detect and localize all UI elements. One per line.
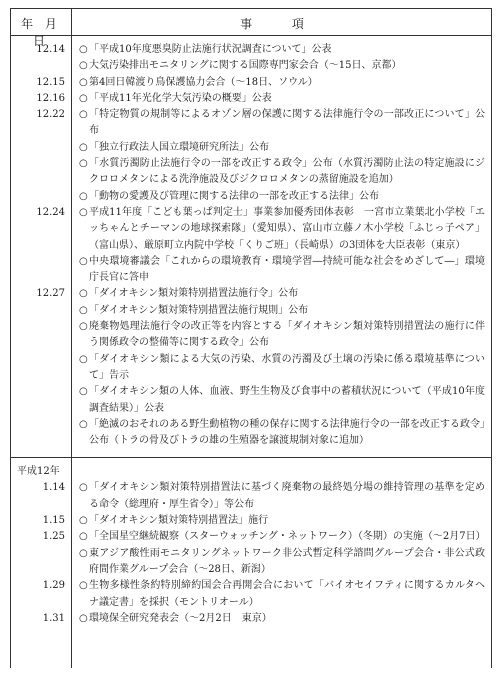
header-date: 年 月 日 <box>21 17 61 48</box>
list-item <box>79 75 485 91</box>
circle-bullet-icon: ○ <box>79 109 88 121</box>
circle-bullet-icon: ○ <box>79 190 88 202</box>
circle-bullet-icon: ○ <box>79 515 88 527</box>
entry-text: 「ダイオキシン類対策特別措置法に基づく廃棄物の最終処分場の維持管理の基準を定める命令（総理府・厚生省令）」等公布 <box>89 482 485 510</box>
entry-list <box>71 480 491 513</box>
entry-date: 12.22 <box>36 109 65 121</box>
entry-list <box>71 91 491 107</box>
list-item <box>79 140 485 156</box>
circle-bullet-icon: ○ <box>79 321 88 333</box>
entry-list <box>71 42 491 75</box>
list-item <box>79 58 485 74</box>
entry-list <box>71 513 491 529</box>
circle-bullet-icon: ○ <box>79 141 88 153</box>
table-header <box>11 9 491 48</box>
entry-date: 1.14 <box>42 482 65 494</box>
list-item <box>79 480 485 513</box>
list-item <box>79 205 485 254</box>
entry-list <box>71 205 491 286</box>
list-item <box>79 384 485 417</box>
circle-bullet-icon: ○ <box>79 482 88 494</box>
table-row <box>11 529 491 578</box>
list-item <box>79 417 485 450</box>
entry-list <box>71 75 491 91</box>
table-row <box>11 91 491 107</box>
entry-text: 「平成10年度悪臭防止法施行状況調査について」公表 <box>89 44 332 55</box>
circle-bullet-icon: ○ <box>79 76 88 88</box>
entry-text: 東アジア酸性雨モニタリングネットワーク非公式暫定科学諮問グループ会合・非公式政府間作業グループ会合（～28日、新潟） <box>89 547 485 575</box>
table-row <box>11 480 491 513</box>
table-row <box>11 513 491 529</box>
entry-text: 「平成11年光化学大気汚染の概要」公表 <box>89 92 272 104</box>
entry-text: 「全国星空継続観察（スターウォッチング・ネットワーク）（冬期）の実施（～2月7日） <box>89 531 486 543</box>
list-item <box>79 156 485 189</box>
section-heisei-12 <box>11 457 491 627</box>
entry-text: 「ダイオキシン類対策特別措置法施行令」公布 <box>89 288 299 300</box>
header-items: 事 項 <box>240 17 322 31</box>
circle-bullet-icon: ○ <box>79 60 88 72</box>
table-row <box>11 578 491 611</box>
entry-text: 第4回日韓渡り鳥保護協力会合（～18日、ソウル） <box>89 76 318 88</box>
list-item <box>79 107 485 140</box>
entry-date: 1.31 <box>42 612 65 624</box>
list-item <box>79 42 485 58</box>
entry-date: 12.14 <box>36 44 65 55</box>
circle-bullet-icon: ○ <box>79 206 88 218</box>
entry-text: 「ダイオキシン類対策特別措置法施行規則」公布 <box>89 304 309 316</box>
table-row <box>11 42 491 75</box>
list-item <box>79 529 485 545</box>
entry-text: 「絶滅のおそれのある野生動植物の種の保存に関する法律施行令の一部を改正する政令」公布（トラの骨及びトラの雄の生殖器を譲渡規制対象に追加） <box>89 418 485 447</box>
entry-date: 12.27 <box>36 288 65 300</box>
circle-bullet-icon: ○ <box>79 353 88 365</box>
chronology-table <box>10 8 492 668</box>
entry-text: 大気汚染排出モニタリングに関する国際専門家会合（～15日、京都） <box>89 60 402 72</box>
list-item <box>79 303 485 319</box>
entry-list <box>71 107 491 205</box>
list-item <box>79 319 485 352</box>
list-item <box>79 546 485 579</box>
circle-bullet-icon: ○ <box>79 255 88 267</box>
entry-text: 平成11年度「こども葉っぱ判定士」事業参加優秀団体表彰 一宮市立業葉北小学校「エッちゃんとチーマンの地球探索隊」（愛知県）、富山市立藤ノ木小学校「ふじっ子ペア」（富山県）、厳原町立内院中学校「くりご班」（長崎県）の3団体を大臣表彰（東京） <box>89 206 485 251</box>
section-heisei-11 <box>11 36 491 449</box>
circle-bullet-icon: ○ <box>79 158 88 170</box>
entry-date: 1.15 <box>42 515 65 527</box>
list-item <box>79 189 485 205</box>
entry-text: 「ダイオキシン類対策特別措置法」施行 <box>89 515 269 527</box>
circle-bullet-icon: ○ <box>79 304 88 316</box>
circle-bullet-icon: ○ <box>79 44 88 55</box>
entry-text: 生物多様性条約特別締約国会合再開会合において「バイオセイフティに関するカルタヘナ議定書」を採択（モントリオール） <box>89 580 485 608</box>
entry-date: 12.24 <box>36 206 65 218</box>
entry-date: 12.16 <box>36 92 65 104</box>
table-row <box>11 611 491 627</box>
entry-text: 「動物の愛護及び管理に関する法律の一部を改正する法律」公布 <box>89 190 379 202</box>
circle-bullet-icon: ○ <box>79 612 88 624</box>
table-row <box>11 107 491 205</box>
entry-list <box>71 611 491 627</box>
entry-list <box>71 286 491 449</box>
entry-list <box>71 578 491 611</box>
circle-bullet-icon: ○ <box>79 288 88 300</box>
entry-text: 「水質汚濁防止法施行令の一部を改正する政令」公布（水質汚濁防止法の特定施設にジクロロメタンによる洗浄施設及びジクロロメタンの蒸留施設を追加） <box>89 158 485 186</box>
circle-bullet-icon: ○ <box>79 531 88 543</box>
list-item <box>79 352 485 385</box>
entry-text: 「ダイオキシン類による大気の汚染、水質の汚濁及び土壌の汚染に係る環境基準について」告示 <box>89 353 485 381</box>
list-item <box>79 254 485 287</box>
list-item <box>79 578 485 611</box>
entry-text: 「独立行政法人国立環境研究所法」公布 <box>89 141 269 153</box>
entry-date: 1.29 <box>42 580 65 592</box>
circle-bullet-icon: ○ <box>79 92 88 104</box>
entry-list <box>71 529 491 578</box>
entry-text: 環境保全研究発表会（～2月2日 東京） <box>89 612 272 624</box>
entry-date: 12.15 <box>36 76 65 88</box>
era-label: 平成12年 <box>17 466 60 478</box>
circle-bullet-icon: ○ <box>79 580 88 592</box>
table-row <box>11 286 491 449</box>
circle-bullet-icon: ○ <box>79 386 88 398</box>
entry-text: 廃棄物処理法施行令の改正等を内容とする「ダイオキシン類対策特別措置法の施行に伴う関係政令の整備等に関する政令」公布 <box>89 321 485 349</box>
entry-text: 「特定物質の規制等によるオゾン層の保護に関する法律施行令の一部改正について」公布 <box>89 109 485 137</box>
entry-date: 1.25 <box>42 531 65 543</box>
table-row <box>11 205 491 286</box>
entry-text: 中央環境審議会「これからの環境教育・環境学習―持続可能な社会をめざして―」環境庁長官に答申 <box>89 255 485 284</box>
circle-bullet-icon: ○ <box>79 418 88 430</box>
list-item <box>79 611 485 627</box>
circle-bullet-icon: ○ <box>79 547 88 559</box>
list-item <box>79 286 485 302</box>
entry-text: 「ダイオキシン類の人体、血液、野生生物及び食事中の蓄積状況について（平成10年度調査結果）」公表 <box>89 386 485 414</box>
table-row <box>11 75 491 91</box>
list-item <box>79 91 485 107</box>
list-item <box>79 513 485 529</box>
